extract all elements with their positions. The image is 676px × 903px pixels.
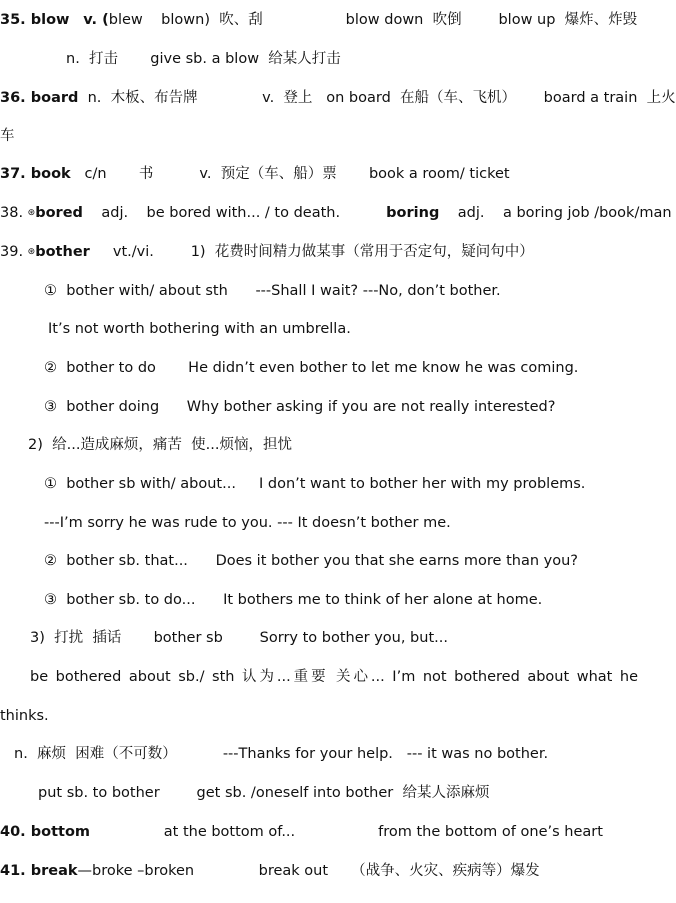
- entry-35-line2: n. 打击 give sb. a blow 给某人打击: [66, 51, 341, 67]
- entry-headword: 37. book: [0, 166, 71, 182]
- entry-number: 38.: [0, 205, 28, 221]
- entry-39-line: ② bother sb. that... Does it bother you that she earns more than you?: [44, 553, 578, 569]
- entry-39-line: 2) 给...造成麻烦，痛苦 使...烦恼，担忧: [28, 437, 292, 453]
- entry-36: [0, 88, 676, 108]
- entry-text: n. 木板、布告牌 v. 登上 on board 在船（车、飞机） board a train 上火: [78, 90, 676, 106]
- entry-39-line: It’s not worth bothering with an umbrella.: [48, 321, 351, 337]
- entry-text: c/n 书 v. 预定（车、船）票 book a room/ ticket: [70, 166, 510, 182]
- entry-39-line: ③ bother doing Why bother asking if you are not really interested?: [44, 399, 556, 415]
- entry-text: at the bottom of... from the bottom of one’s heart: [90, 824, 603, 840]
- entry-headword: bother: [35, 244, 90, 260]
- entry-text-2: adj. a boring job /book/man: [439, 205, 672, 221]
- entry-39-line: 3) 打扰 插话 bother sb Sorry to bother you, but...: [30, 630, 448, 646]
- entry-38: [0, 203, 672, 223]
- entry-headword: 41. break: [0, 863, 78, 879]
- entry-35: [0, 10, 637, 30]
- entry-39-line: put sb. to bother get sb. /oneself into bother 给某人添麻烦: [38, 785, 490, 801]
- entry-headword-2: boring: [386, 205, 440, 221]
- entry-39-line: ① bother with/ about sth ---Shall I wait? ---No, don’t bother.: [44, 283, 501, 299]
- entry-pos: v. (: [83, 12, 109, 28]
- entry-text: vt./vi. 1) 花费时间精力做某事（常用于否定句，疑问句中）: [89, 244, 534, 260]
- entry-41: [0, 861, 540, 881]
- entry-headword: 35. blow: [0, 12, 70, 28]
- key-word-icon: ⊛: [27, 208, 36, 218]
- entry-text: blew blown) 吹、刮 blow down 吹倒 blow up 爆炸、炸毁: [108, 12, 638, 28]
- entry-headword: 36. board: [0, 90, 79, 106]
- entry-40: [0, 822, 603, 842]
- entry-39-line: ① bother sb with/ about... I don’t want to bother her with my problems.: [44, 476, 586, 492]
- entry-headword: 40. bottom: [0, 824, 91, 840]
- entry-39-line: ③ bother sb. to do... It bothers me to think of her alone at home.: [44, 592, 543, 608]
- entry-36-line2: 车: [0, 128, 15, 144]
- entry-39-line: ---I’m sorry he was rude to you. --- It doesn’t bother me.: [44, 515, 451, 531]
- key-word-icon: ⊛: [27, 247, 36, 257]
- entry-39-line: be bothered about sb./ sth 认为...重要 关心... I’m not bothered about what he: [30, 669, 638, 685]
- entry-text: —broke –broken break out （战争、火灾、疾病等）爆发: [77, 863, 540, 879]
- entry-headword: bored: [35, 205, 83, 221]
- entry-39-line: n. 麻烦 困难（不可数） ---Thanks for your help. --- it was no bother.: [14, 746, 549, 762]
- entry-37: [0, 164, 510, 184]
- entry-39: [0, 242, 534, 262]
- entry-text: adj. be bored with... / to death.: [82, 205, 387, 221]
- entry-39-line: ② bother to do He didn’t even bother to let me know he was coming.: [44, 360, 579, 376]
- entry-39-line: thinks.: [0, 708, 49, 724]
- entry-number: 39.: [0, 244, 28, 260]
